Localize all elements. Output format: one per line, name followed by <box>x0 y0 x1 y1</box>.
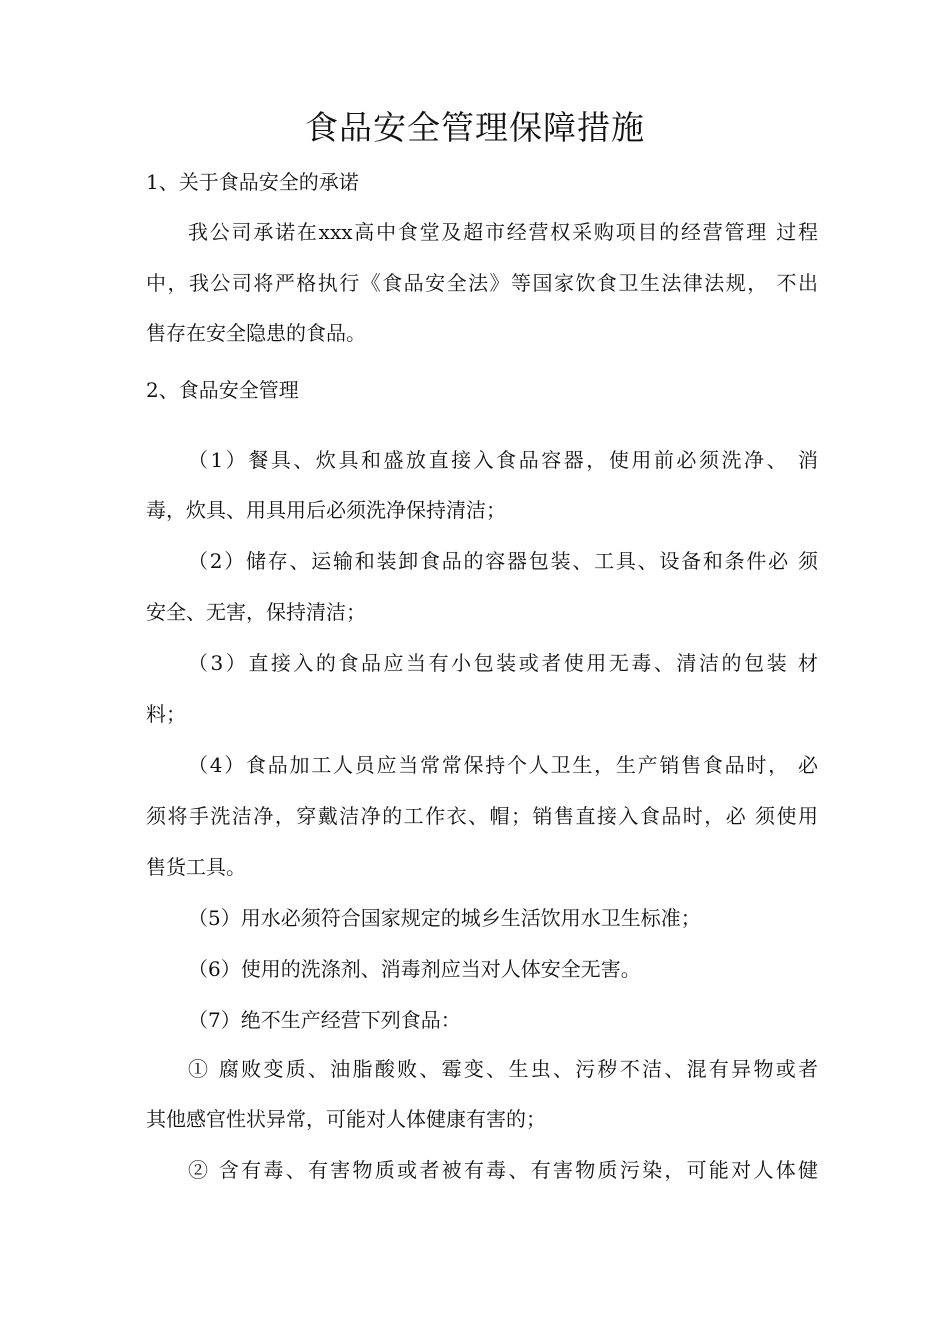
section-heading-commitment: 1、关于食品安全的承诺 <box>146 170 359 194</box>
list-item-line: ② 含有毒、有害物质或者被有毒、有害物质污染，可能对人体健 <box>188 1158 818 1182</box>
list-item-line: （6）使用的洗涤剂、消毒剂应当对人体安全无害。 <box>188 957 641 981</box>
paragraph-line: 我公司承诺在xxx高中食堂及超市经营权采购项目的经营管理 过程 <box>188 220 818 244</box>
page-title: 食品安全管理保障措施 <box>305 108 645 147</box>
list-item-line: （4）食品加工人员应当常常保持个人卫生，生产销售食品时， 必 <box>188 753 818 777</box>
list-item-line: （5）用水必须符合国家规定的城乡生活饮用水卫生标准； <box>188 906 701 930</box>
paragraph-line: 中，我公司将严格执行《食品安全法》等国家饮食卫生法律法规， 不出 <box>146 271 818 295</box>
list-item-line: （7）绝不生产经营下列食品： <box>188 1008 461 1032</box>
list-item-line: 售货工具。 <box>146 855 246 879</box>
list-item-line: 其他感官性状异常，可能对人体健康有害的； <box>146 1107 546 1131</box>
paragraph-line: 售存在安全隐患的食品。 <box>146 321 366 345</box>
list-item-line: 料； <box>146 702 186 726</box>
list-item-line: （3）直接入的食品应当有小包装或者使用无毒、清洁的包装 材 <box>188 651 818 675</box>
list-item-line: ① 腐败变质、油脂酸败、霉变、生虫、污秽不洁、混有异物或者 <box>188 1057 818 1081</box>
list-item-line: （1）餐具、炊具和盛放直接入食品容器，使用前必须洗净、 消 <box>188 448 818 472</box>
list-item-line: 须将手洗洁净，穿戴洁净的工作衣、帽；销售直接入食品时，必 须使用 <box>146 804 818 828</box>
list-item-line: 安全、无害，保持清洁； <box>146 600 366 624</box>
section-heading-management: 2、食品安全管理 <box>146 378 299 402</box>
list-item-line: 毒，炊具、用具用后必须洗净保持清洁； <box>146 498 506 522</box>
list-item-line: （2）储存、运输和装卸食品的容器包装、工具、设备和条件必 须 <box>188 549 818 573</box>
